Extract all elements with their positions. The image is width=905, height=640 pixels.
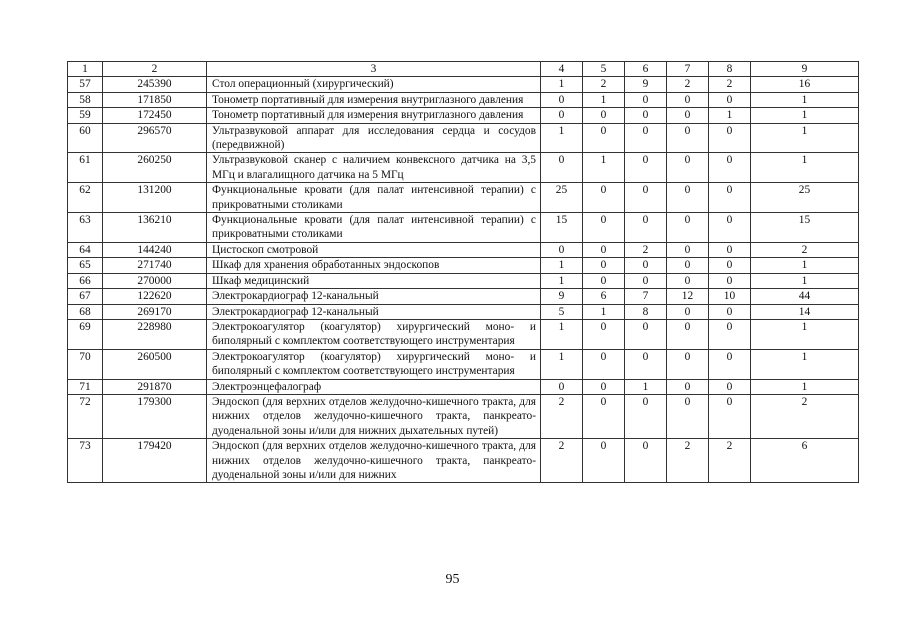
quantity-cell: 0 [709,153,751,183]
quantity-cell: 0 [709,304,751,319]
quantity-cell: 2 [709,77,751,92]
equipment-name-cell: Ультразвуковой сканер с наличием конвексного датчика на 3,5 МГц и влагалищного датчика на 5 МГц [207,153,541,183]
quantity-cell: 1 [541,123,583,153]
equipment-name-cell: Эндоскоп (для верхних отделов желудочно-кишечного тракта, для нижних отделов желудочно-кишечного тракта, панкреато-дуоденальной зоны и/или для нижних дыхательных путей) [207,394,541,438]
column-header: 2 [103,62,207,77]
quantity-cell: 0 [625,108,667,123]
quantity-cell: 0 [709,349,751,379]
code-cell: 260500 [103,349,207,379]
quantity-cell: 25 [541,183,583,213]
row-number-cell: 62 [68,183,103,213]
quantity-cell: 9 [625,77,667,92]
quantity-cell: 15 [541,213,583,243]
quantity-cell: 0 [667,304,709,319]
code-cell: 144240 [103,242,207,257]
quantity-cell: 0 [709,242,751,257]
quantity-cell: 0 [667,349,709,379]
equipment-name-cell: Цистоскоп смотровой [207,242,541,257]
code-cell: 122620 [103,289,207,304]
total-cell: 14 [751,304,859,319]
quantity-cell: 0 [583,394,625,438]
quantity-cell: 0 [667,394,709,438]
quantity-cell: 12 [667,289,709,304]
total-cell: 16 [751,77,859,92]
total-cell: 6 [751,439,859,483]
quantity-cell: 5 [541,304,583,319]
table-row [68,213,859,243]
quantity-cell: 0 [541,92,583,107]
row-number-cell: 61 [68,153,103,183]
equipment-name-cell: Шкаф для хранения обработанных эндоскопов [207,258,541,273]
quantity-cell: 0 [625,123,667,153]
quantity-cell: 0 [667,319,709,349]
table-row [68,273,859,288]
table-row [68,242,859,257]
code-cell: 269170 [103,304,207,319]
quantity-cell: 0 [667,273,709,288]
row-number-cell: 67 [68,289,103,304]
quantity-cell: 0 [709,123,751,153]
code-cell: 172450 [103,108,207,123]
row-number-cell: 63 [68,213,103,243]
column-header: 4 [541,62,583,77]
table-row [68,394,859,438]
code-cell: 260250 [103,153,207,183]
row-number-cell: 70 [68,349,103,379]
column-header: 7 [667,62,709,77]
quantity-cell: 0 [583,349,625,379]
row-number-cell: 58 [68,92,103,107]
row-number-cell: 69 [68,319,103,349]
quantity-cell: 1 [541,258,583,273]
quantity-cell: 0 [625,394,667,438]
quantity-cell: 0 [667,258,709,273]
quantity-cell: 0 [541,108,583,123]
equipment-name-cell: Электрокардиограф 12-канальный [207,289,541,304]
page-number: 95 [445,572,460,587]
equipment-name-cell: Тонометр портативный для измерения внутриглазного давления [207,92,541,107]
quantity-cell: 0 [583,213,625,243]
quantity-cell: 1 [709,108,751,123]
quantity-cell: 0 [667,92,709,107]
total-cell: 1 [751,92,859,107]
code-cell: 270000 [103,273,207,288]
equipment-table [67,61,859,483]
quantity-cell: 0 [709,183,751,213]
table-row [68,108,859,123]
quantity-cell: 0 [583,242,625,257]
equipment-name-cell: Электроэнцефалограф [207,379,541,394]
row-number-cell: 73 [68,439,103,483]
quantity-cell: 0 [709,273,751,288]
quantity-cell: 0 [667,379,709,394]
code-cell: 171850 [103,92,207,107]
column-header: 1 [68,62,103,77]
quantity-cell: 0 [625,258,667,273]
row-number-cell: 72 [68,394,103,438]
row-number-cell: 71 [68,379,103,394]
table-row [68,349,859,379]
equipment-name-cell: Эндоскоп (для верхних отделов желудочно-кишечного тракта, для нижних отделов желудочно-кишечного тракта, панкреато-дуоденальной зоны и/или для нижних [207,439,541,483]
quantity-cell: 7 [625,289,667,304]
equipment-name-cell: Электрокоагулятор (коагулятор) хирургический моно- и биполярный с комплектом соответствующего инструментария [207,349,541,379]
quantity-cell: 0 [667,183,709,213]
row-number-cell: 57 [68,77,103,92]
equipment-name-cell: Стол операционный (хирургический) [207,77,541,92]
total-cell: 1 [751,153,859,183]
quantity-cell: 0 [583,439,625,483]
quantity-cell: 0 [583,273,625,288]
quantity-cell: 1 [541,273,583,288]
quantity-cell: 0 [625,92,667,107]
total-cell: 2 [751,394,859,438]
quantity-cell: 0 [709,319,751,349]
row-number-cell: 65 [68,258,103,273]
table-row [68,153,859,183]
quantity-cell: 1 [541,319,583,349]
row-number-cell: 64 [68,242,103,257]
equipment-name-cell: Шкаф медицинский [207,273,541,288]
code-cell: 131200 [103,183,207,213]
quantity-cell: 1 [541,349,583,379]
quantity-cell: 2 [709,439,751,483]
quantity-cell: 0 [541,153,583,183]
total-cell: 1 [751,379,859,394]
quantity-cell: 0 [625,213,667,243]
quantity-cell: 0 [625,153,667,183]
total-cell: 1 [751,319,859,349]
quantity-cell: 0 [541,379,583,394]
code-cell: 291870 [103,379,207,394]
quantity-cell: 0 [541,242,583,257]
quantity-cell: 0 [583,258,625,273]
quantity-cell: 0 [583,183,625,213]
quantity-cell: 1 [625,379,667,394]
total-cell: 15 [751,213,859,243]
column-header: 3 [207,62,541,77]
equipment-name-cell: Функциональные кровати (для палат интенсивной терапии) с прикроватными столиками [207,183,541,213]
quantity-cell: 0 [709,92,751,107]
column-header: 5 [583,62,625,77]
table-row [68,123,859,153]
quantity-cell: 2 [541,394,583,438]
code-cell: 179420 [103,439,207,483]
total-cell: 1 [751,123,859,153]
quantity-cell: 0 [667,242,709,257]
quantity-cell: 2 [583,77,625,92]
code-cell: 296570 [103,123,207,153]
column-header: 8 [709,62,751,77]
equipment-name-cell: Функциональные кровати (для палат интенсивной терапии) с прикроватными столиками [207,213,541,243]
quantity-cell: 0 [625,319,667,349]
total-cell: 2 [751,242,859,257]
quantity-cell: 1 [583,153,625,183]
table-row [68,92,859,107]
quantity-cell: 0 [709,394,751,438]
quantity-cell: 0 [625,273,667,288]
column-number-row [68,62,859,77]
equipment-name-cell: Ультразвуковой аппарат для исследования сердца и сосудов (передвижной) [207,123,541,153]
quantity-cell: 2 [667,439,709,483]
quantity-cell: 0 [625,349,667,379]
code-cell: 245390 [103,77,207,92]
row-number-cell: 66 [68,273,103,288]
column-header: 6 [625,62,667,77]
total-cell: 44 [751,289,859,304]
equipment-name-cell: Электрокардиограф 12-канальный [207,304,541,319]
quantity-cell: 0 [667,108,709,123]
quantity-cell: 0 [667,123,709,153]
table-row [68,77,859,92]
code-cell: 179300 [103,394,207,438]
table-row [68,319,859,349]
quantity-cell: 0 [625,183,667,213]
quantity-cell: 1 [583,92,625,107]
quantity-cell: 0 [667,213,709,243]
code-cell: 228980 [103,319,207,349]
quantity-cell: 0 [709,258,751,273]
column-header: 9 [751,62,859,77]
quantity-cell: 6 [583,289,625,304]
quantity-cell: 1 [583,304,625,319]
total-cell: 1 [751,349,859,379]
code-cell: 271740 [103,258,207,273]
quantity-cell: 0 [583,379,625,394]
quantity-cell: 2 [625,242,667,257]
quantity-cell: 8 [625,304,667,319]
quantity-cell: 0 [709,379,751,394]
quantity-cell: 2 [541,439,583,483]
quantity-cell: 0 [583,108,625,123]
total-cell: 1 [751,273,859,288]
quantity-cell: 0 [667,153,709,183]
table-row [68,304,859,319]
quantity-cell: 1 [541,77,583,92]
total-cell: 25 [751,183,859,213]
equipment-name-cell: Тонометр портативный для измерения внутриглазного давления [207,108,541,123]
quantity-cell: 0 [583,123,625,153]
equipment-name-cell: Электрокоагулятор (коагулятор) хирургический моно- и биполярный с комплектом соответствующего инструментария [207,319,541,349]
table-row [68,289,859,304]
row-number-cell: 68 [68,304,103,319]
table-row [68,379,859,394]
code-cell: 136210 [103,213,207,243]
quantity-cell: 0 [709,213,751,243]
quantity-cell: 0 [583,319,625,349]
quantity-cell: 9 [541,289,583,304]
quantity-cell: 2 [667,77,709,92]
table-row [68,439,859,483]
table-row [68,258,859,273]
row-number-cell: 60 [68,123,103,153]
total-cell: 1 [751,258,859,273]
quantity-cell: 10 [709,289,751,304]
table-row [68,183,859,213]
total-cell: 1 [751,108,859,123]
row-number-cell: 59 [68,108,103,123]
quantity-cell: 0 [625,439,667,483]
